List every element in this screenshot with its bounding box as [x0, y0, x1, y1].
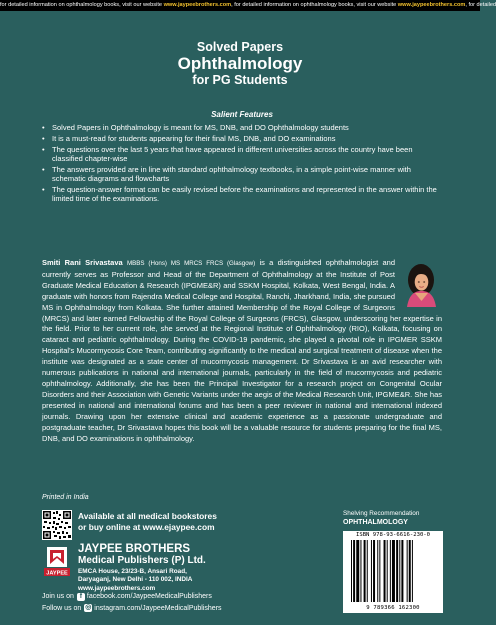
barcode-bar: [412, 540, 413, 602]
facebook-row[interactable]: [42, 591, 222, 603]
shelving-category: OPHTHALMOLOGY: [343, 519, 408, 526]
barcode-icon: [343, 531, 443, 613]
series-title: Solved Papers: [196, 40, 284, 54]
feature-item: • The answers provided are in line with standard ophthalmology textbooks, in a simple point-wise manner with schematic diagrams and flowcharts: [42, 165, 442, 184]
barcode-bar: [364, 540, 366, 602]
jaypee-logo-icon: [44, 545, 70, 577]
address-line: Daryaganj, New Delhi - 110 002, INDIA: [78, 576, 193, 584]
printed-in: Printed in India: [42, 494, 89, 501]
barcode-bar: [392, 540, 395, 602]
qr-code-icon[interactable]: [42, 510, 72, 540]
author-bio-text: is a distinguished ophthalmologist and currently serves as Professor and Head of the Department of Ophthalmology at the Institute of Post Graduate Medical Education & Research (IPGME&R) and SSKM Hospital, Kolkata, West Bengal, India. A graduate with honors from Rajendra Medical College and Hospital, Ranchi, Jharkhand, India, she pursued MS in Ophthalmology from Kolkata. She further attained Membership of the Royal College of Surgeons (MRCS) and later earned Fellowship of the Royal College of Surgeons (FRCS), Glasgow, underscoring her expertise in the field. Prior to her current role, she served at the Regional Institute of Ophthalmology (RIO), Kolkata, focusing on cataract and pediatric ophthalmology. During the COVID-19 pandemic, she played a pivotal role in IPGMER SSKM Hospital's Mucormycosis Core Team, contributing significantly to the medical and surgical treatment of disease when the institute was designated as a state center of mucormycosis management. Dr Srivastava is an avid researcher with numerous publications in national and international journals, particularly in the field of mucormycosis and pediatric ophthalmology. Additionally, she has been the Principal Investigator for a research project on Congenital Ocular Disorders and their Association with Genetic Variants under the aegis of the Medical Research Unit, IPGME&R. She has presented in national and international forums and has been a peer reviewer in national and international indexed journals. Drawing upon her extensive clinical and academic experience as a passionate undergraduate and postgraduate teacher, Dr Srivastava hopes this book will be a valuable resource for students preparing for the final MS, DNB, and DO examinations in ophthalmology.: [42, 258, 442, 443]
publisher-website[interactable]: www.jaypeebrothers.com: [78, 584, 156, 592]
barcode-bar: [356, 540, 359, 602]
publisher-info: [78, 543, 206, 593]
barcode-bar: [367, 540, 368, 602]
banner-text-2: , for detailed information on ophthalmology books, visit our website: [231, 2, 398, 8]
barcode-bar: [401, 540, 403, 602]
barcode-bar: [399, 540, 400, 602]
barcode-bar: [373, 540, 375, 602]
barcode-bar: [409, 540, 411, 602]
barcode-bar: [351, 540, 352, 602]
author-bio: [42, 258, 442, 444]
barcode-bar: [377, 540, 378, 602]
barcode-bar: [390, 540, 391, 602]
banner-website-link-2[interactable]: www.jaypeebrothers.com: [397, 2, 466, 8]
cover-title: [0, 40, 480, 87]
barcode-number: 9 789366 162300: [366, 605, 420, 611]
instagram-icon: ◎: [85, 604, 92, 612]
barcode-bar: [379, 540, 380, 602]
instagram-prefix: Follow us on: [42, 604, 82, 612]
feature-item: • The question-answer format can be easily revised before the examinations and represented in the answer within the limited time of the examinations.: [42, 185, 442, 204]
facebook-prefix: Join us on: [42, 593, 74, 600]
author-name: Smiti Rani Srivastava: [42, 258, 123, 267]
publisher-name: JAYPEE BROTHERS: [78, 543, 191, 555]
availability-info: [78, 511, 217, 532]
banner-website-link[interactable]: www.jaypeebrothers.com: [163, 2, 232, 8]
isbn-text: ISBN 978-93-6616-230-0: [355, 532, 431, 538]
address-line: EMCA House, 23/23-B, Ansari Road,: [78, 568, 187, 575]
publisher-address: [78, 568, 206, 593]
instagram-row[interactable]: [42, 603, 222, 615]
barcode-bars: [351, 540, 435, 602]
author-photo: [401, 260, 442, 307]
banner-text-1: for detailed information on ophthalmology books, visit our website: [0, 2, 164, 8]
social-links: [42, 591, 222, 614]
barcode-bar: [384, 540, 386, 602]
audience-title: for PG Students: [192, 73, 288, 87]
shelving-recommendation: [343, 509, 419, 527]
barcode-bar: [396, 540, 398, 602]
features-list: [42, 123, 442, 203]
facebook-link[interactable]: facebook.com/JaypeeMedicalPublishers: [86, 593, 212, 600]
top-banner: [0, 0, 496, 11]
barcode-bar: [387, 540, 388, 602]
barcode-bar: [371, 540, 372, 602]
author-portrait-icon: [401, 260, 442, 307]
subject-title: Ophthalmology: [177, 54, 303, 73]
feature-item: • Solved Papers in Ophthalmology is meant for MS, DNB, and DO Ophthalmology students: [42, 123, 442, 132]
features-heading: Salient Features: [211, 110, 273, 119]
publisher-subname: Medical Publishers (P) Ltd.: [78, 555, 206, 566]
barcode-bar: [353, 540, 355, 602]
author-credentials: MBBS (Hons) MS MRCS FRCS (Glasgow): [126, 260, 256, 267]
salient-features: [42, 110, 442, 205]
availability-line-2[interactable]: or buy online at www.ejaypee.com: [78, 521, 215, 532]
availability-line-1: Available at all medical bookstores: [78, 511, 217, 521]
shelving-label: Shelving Recommendation: [343, 510, 420, 517]
facebook-icon: f: [77, 593, 85, 601]
logo-text: JAYPEE: [46, 570, 68, 577]
barcode-bar: [360, 540, 361, 602]
barcode-bar: [407, 540, 408, 602]
instagram-link[interactable]: instagram.com/JaypeeMedicalPublishers: [94, 604, 222, 612]
feature-item: • It is a must-read for students appearing for their final MS, DNB, and DO examinations: [42, 134, 442, 143]
banner-text-3: , for detailed: [465, 2, 496, 8]
feature-item: • The questions over the last 5 years that have appeared in different universities across the country have been classified chapter-wise: [42, 145, 442, 164]
